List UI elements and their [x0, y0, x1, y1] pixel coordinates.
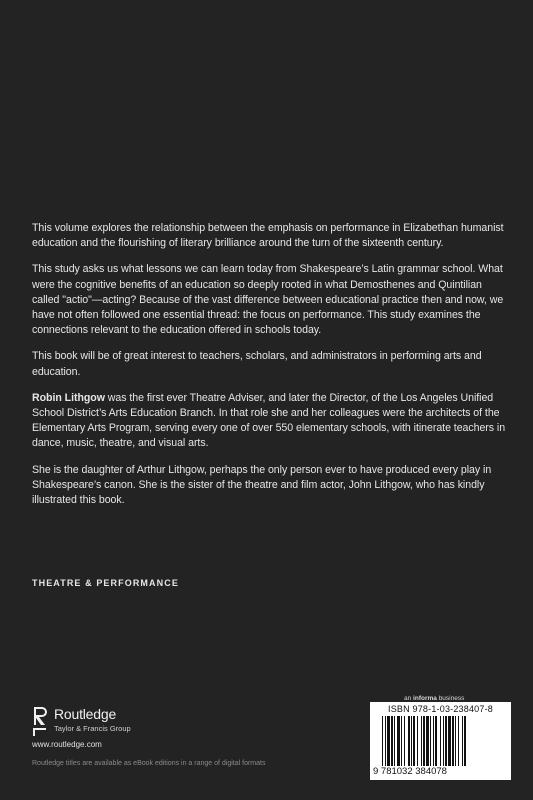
blurb: [32, 221, 510, 519]
barcode-stripe: [464, 716, 466, 766]
barcode-stripe: [401, 716, 402, 766]
barcode-stripe: [458, 716, 459, 766]
author-name: Robin Lithgow: [32, 391, 105, 404]
informa-bold: informa: [413, 695, 437, 702]
barcode-stripe: [440, 716, 441, 766]
author-bio-text: was the first ever Theatre Adviser, and later the Director, of the Los Angeles Unified School District’s Arts Education Branch. In that role she and her colleagues were the architects of the Elementary Arts Program, serving every one of over 550 elementary schools, with itinerate teachers in dance, music, theatre, and visual arts.: [32, 391, 506, 450]
barcode-bars: [382, 716, 504, 766]
barcode-stripe: [385, 716, 386, 766]
subject-category: THEATRE & PERFORMANCE: [32, 578, 179, 588]
routledge-r-logo-icon: [32, 703, 50, 737]
informa-business-label: [404, 695, 464, 702]
barcode-stripe: [413, 716, 415, 766]
publisher-logo: [32, 703, 232, 739]
barcode-stripe: [391, 716, 393, 766]
barcode-stripe: [435, 716, 437, 766]
publisher-website: www.routledge.com: [32, 740, 102, 749]
ebook-note: Routledge titles are available as eBook editions in a range of digital formats: [32, 760, 266, 767]
barcode-stripe: [408, 716, 410, 766]
blurb-paragraph-1: This volume explores the relationship between the emphasis on performance in Elizabethan humanist education and the flourishing of literary brilliance around the turn of the sixteenth century.: [32, 222, 504, 250]
publisher-group: Taylor & Francis Group: [54, 724, 131, 733]
barcode-stripe: [387, 716, 390, 766]
barcode: [370, 702, 511, 780]
blurb-paragraph-2: This study asks us what lessons we can learn today from Shakespeare’s Latin grammar school. What were the cognitive benefits of an education so deeply rooted in what Demosthenes and Quintilian called "actio"—acting? Because of the vast difference between educational practice then and now, we have not often followed one essential thread: the focus on performance. This study examines the connections relevant to the education offered in schools today.: [32, 263, 504, 337]
barcode-stripe: [423, 716, 425, 766]
barcode-digits: 9 781032 384078: [373, 766, 447, 777]
isbn-label: ISBN 978-1-03-238407-8: [388, 704, 493, 714]
barcode-stripe: [382, 716, 383, 766]
barcode-stripe: [417, 716, 418, 766]
informa-pre: an: [404, 695, 414, 702]
barcode-stripe: [426, 716, 429, 766]
barcode-stripe: [404, 716, 405, 766]
author-bio: [32, 391, 510, 452]
barcode-stripe: [397, 716, 400, 766]
barcode-stripe: [394, 716, 395, 766]
barcode-stripe: [452, 716, 454, 766]
barcode-stripe: [421, 716, 422, 766]
publisher-name: Routledge: [54, 706, 117, 722]
barcode-stripe: [462, 716, 463, 766]
informa-post: business: [436, 695, 465, 702]
author-family: She is the daughter of Arthur Lithgow, perhaps the only person ever to have produced every play in Shakespeare’s canon. She is the sister of the theatre and film actor, John Lithgow, who has kindly illustrated this book.: [32, 463, 492, 507]
barcode-stripe: [430, 716, 431, 766]
barcode-stripe: [448, 716, 451, 766]
barcode-stripe: [455, 716, 456, 766]
barcode-stripe: [433, 716, 434, 766]
barcode-stripe: [411, 716, 412, 766]
barcode-stripe: [443, 716, 444, 766]
blurb-paragraph-3: This book will be of great interest to teachers, scholars, and administrators in performing arts and education.: [32, 350, 482, 378]
barcode-stripe: [445, 716, 447, 766]
